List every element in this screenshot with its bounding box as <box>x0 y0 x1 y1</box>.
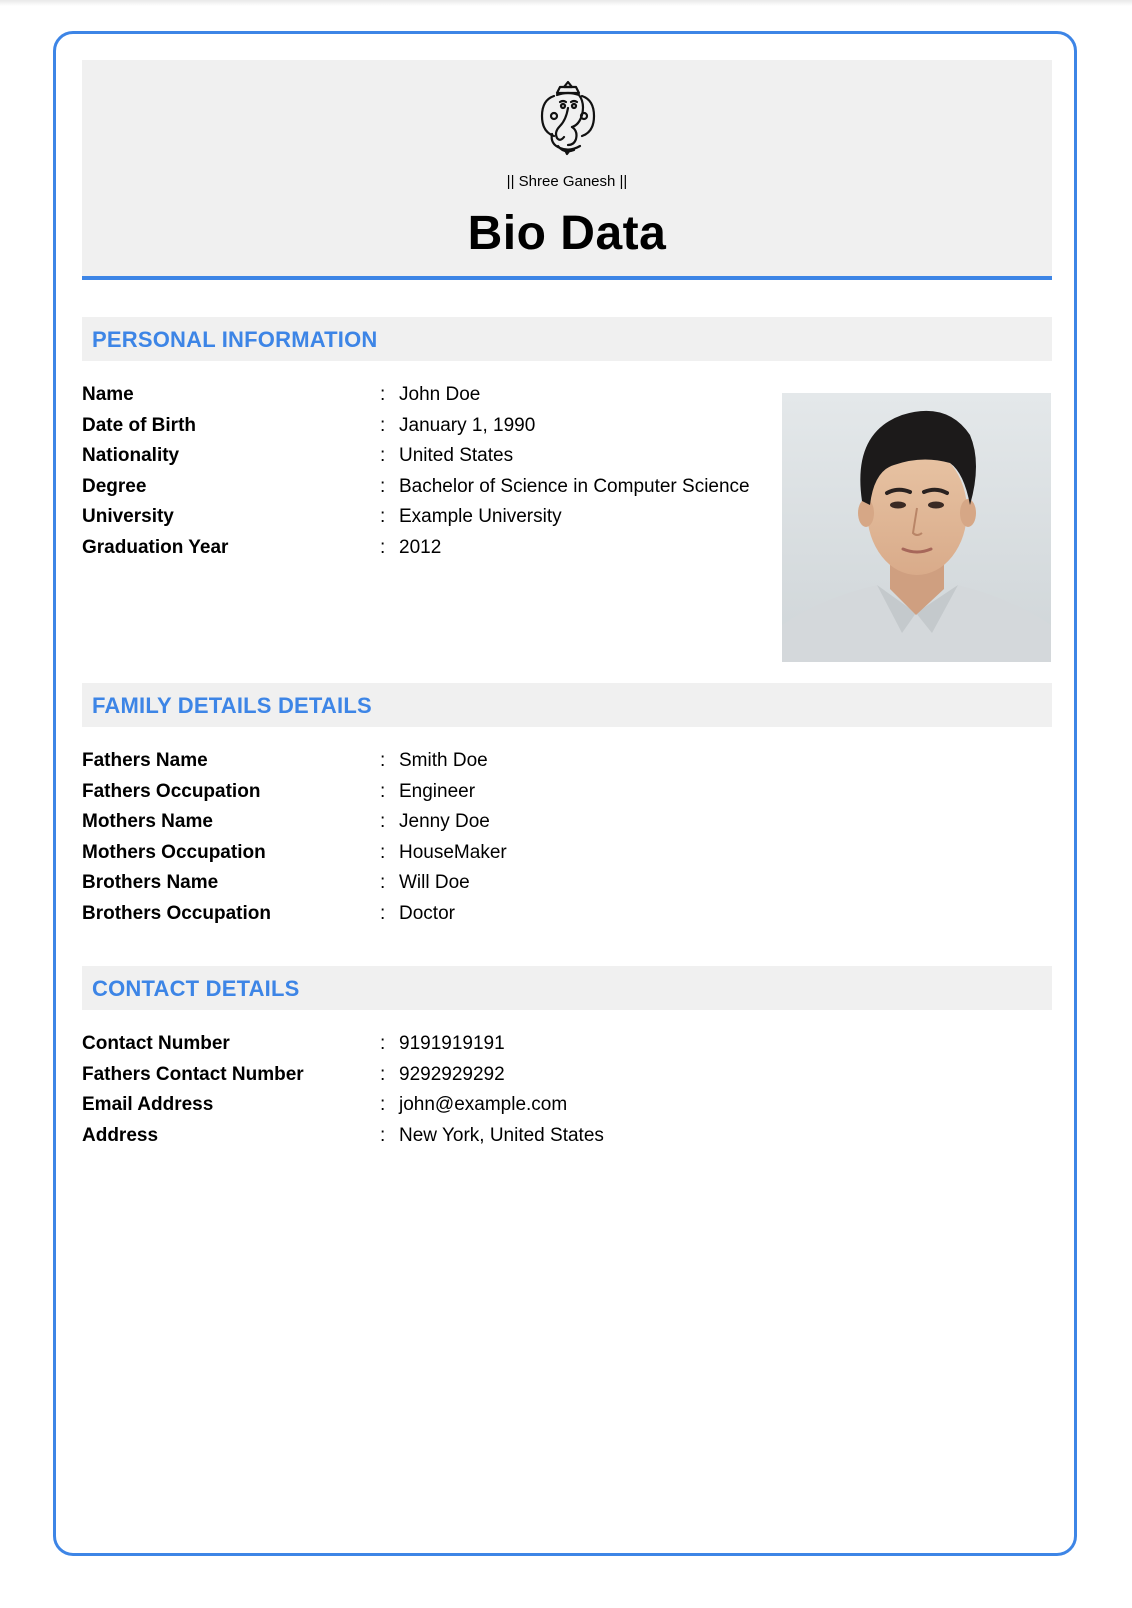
info-separator: : <box>380 1033 386 1054</box>
page-top-shadow <box>0 0 1132 6</box>
info-separator: : <box>380 445 386 467</box>
info-separator: : <box>380 750 386 771</box>
info-row-name <box>82 382 782 413</box>
page-title: Bio Data <box>467 207 667 260</box>
section-heading-contact <box>82 966 1052 1010</box>
info-value: Bachelor of Science in Computer Science <box>399 475 750 497</box>
personal-info-list <box>82 382 782 566</box>
info-label: Email Address <box>82 1094 214 1116</box>
info-separator: : <box>380 841 386 863</box>
info-value: 2012 <box>399 536 442 558</box>
family-details-list <box>82 748 782 932</box>
info-value: 9191919191 <box>399 1033 505 1054</box>
info-row-mothers-name <box>82 809 782 840</box>
info-label: Fathers Contact Number <box>82 1063 304 1085</box>
info-value: 9292929292 <box>399 1063 505 1085</box>
info-label: Degree <box>82 475 147 497</box>
section-heading-personal <box>82 317 1052 361</box>
info-row-contact-number <box>82 1031 782 1062</box>
info-separator: : <box>380 1094 386 1116</box>
info-value: John Doe <box>399 384 481 405</box>
info-value: john@example.com <box>399 1094 568 1116</box>
info-label: Nationality <box>82 445 180 467</box>
section-heading-personal-label: PERSONAL INFORMATION <box>92 327 378 352</box>
info-label: Contact Number <box>82 1033 230 1054</box>
info-row-brothers-name <box>82 870 782 901</box>
info-separator: : <box>380 811 386 833</box>
info-separator: : <box>380 475 386 497</box>
info-label: Fathers Occupation <box>82 780 261 802</box>
info-value: Will Doe <box>399 872 470 894</box>
info-separator: : <box>380 506 386 528</box>
info-label: Brothers Occupation <box>82 902 271 924</box>
info-row-graduation-year <box>82 535 782 566</box>
info-value: Smith Doe <box>399 750 488 771</box>
info-value: HouseMaker <box>399 841 507 863</box>
section-heading-family <box>82 683 1052 727</box>
info-label: Date of Birth <box>82 414 196 436</box>
info-label: Mothers Name <box>82 811 213 833</box>
biodata-sheet <box>53 31 1077 1556</box>
info-row-degree <box>82 474 782 505</box>
biodata-header <box>82 60 1052 280</box>
info-label: University <box>82 506 174 528</box>
info-separator: : <box>380 872 386 894</box>
section-heading-family-label: FAMILY DETAILS DETAILS <box>92 693 372 718</box>
info-row-brothers-occupation <box>82 901 782 932</box>
info-row-date-of-birth <box>82 413 782 444</box>
info-value: United States <box>399 445 514 467</box>
info-label: Fathers Name <box>82 750 208 771</box>
info-separator: : <box>380 414 386 436</box>
info-row-fathers-name <box>82 748 782 779</box>
info-value: New York, United States <box>399 1124 604 1146</box>
info-row-mothers-occupation <box>82 840 782 871</box>
ganesha-icon <box>538 78 598 156</box>
info-label: Mothers Occupation <box>82 841 266 863</box>
info-row-university <box>82 504 782 535</box>
info-value: Example University <box>399 506 562 528</box>
info-row-fathers-occupation <box>82 779 782 810</box>
info-value: January 1, 1990 <box>399 414 536 436</box>
info-row-fathers-contact-number <box>82 1062 782 1093</box>
info-separator: : <box>380 780 386 802</box>
info-value: Doctor <box>399 902 455 924</box>
invocation-text: || Shree Ganesh || <box>506 173 628 190</box>
contact-details-list <box>82 1031 782 1153</box>
info-row-nationality <box>82 443 782 474</box>
info-label: Address <box>82 1124 159 1146</box>
info-separator: : <box>380 536 386 558</box>
info-value: Jenny Doe <box>399 811 490 833</box>
info-separator: : <box>380 384 386 405</box>
info-label: Name <box>82 384 134 405</box>
section-heading-contact-label: CONTACT DETAILS <box>92 976 300 1001</box>
profile-photo <box>782 393 1051 662</box>
info-value: Engineer <box>399 780 476 802</box>
info-separator: : <box>380 902 386 924</box>
info-row-address <box>82 1123 782 1154</box>
info-label: Brothers Name <box>82 872 219 894</box>
info-label: Graduation Year <box>82 536 229 558</box>
info-separator: : <box>380 1124 386 1146</box>
info-separator: : <box>380 1063 386 1085</box>
info-row-email-address <box>82 1092 782 1123</box>
